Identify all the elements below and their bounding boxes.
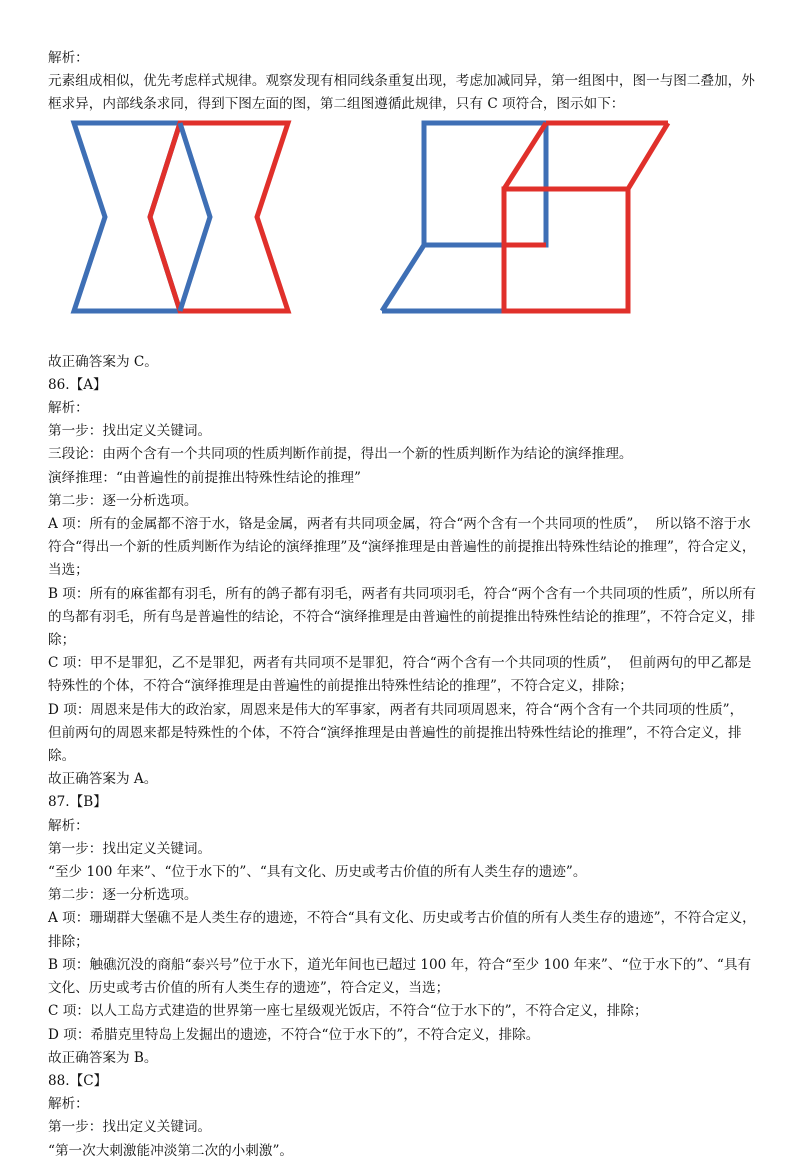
q86-def2: 演绎推理：“由普遍性的前提推出特殊性结论的推理”: [48, 469, 361, 486]
q86-answer: 故正确答案为 A。: [48, 771, 158, 788]
q88-header: 88.【C】: [48, 1072, 108, 1089]
analysis-text: 元素组成相似，优先考虑样式规律。观察发现有相同线条重复出现，考虑加减同异，第一组图中，图一与图二叠加，外框求异，内部线条求同，得到下图左面的图，第二组图遵循此规律，只有 C 项符合，图示如下：: [48, 73, 755, 113]
square-top-blue: [424, 123, 546, 245]
q87-option-c: C 项：以人工岛方式建造的世界第一座七星级观光饭店，不符合“位于水下的”，不符合定义，排除；: [48, 1003, 648, 1020]
q86-option-a: A 项：所有的金属都不溶于水，铬是金属，两者有共同项金属，符合“两个含有一个共同项的性质”， 所以铬不溶于水符合“得出一个新的性质判断作为结论的演绎推理”及“演绎推理是由普遍性的前提推出特殊性结论的推理”，符合定义，当选；: [48, 516, 756, 579]
intro-answer: 故正确答案为 C。: [48, 353, 158, 370]
q86-step1: 第一步：找出定义关键词。: [48, 423, 212, 440]
hourglass-right-red: [150, 123, 288, 311]
square-bottom-red: [504, 189, 628, 311]
figure-hourglass-overlay: [70, 117, 294, 317]
q87-step1: 第一步：找出定义关键词。: [48, 840, 212, 857]
q86-def1: 三段论：由两个含有一个共同项的性质判断作前提，得出一个新的性质判断作为结论的演绎推理。: [48, 446, 633, 463]
q86-option-c: C 项：甲不是罪犯，乙不是罪犯，两者有共同项不是罪犯，符合“两个含有一个共同项的性质”， 但前两句的甲乙都是特殊性的个体，不符合“演绎推理是由普遍性的前提推出特殊性结论的推理”，不符合定义，排除；: [48, 655, 752, 695]
q87-keywords: “至少 100 年来”、“位于水下的”、“具有文化、历史或考古价值的所有人类生存的遗迹”。: [48, 864, 587, 881]
q88-label: 解析：: [48, 1096, 89, 1113]
hourglass-shared-edge: [180, 123, 210, 311]
q88-step1: 第一步：找出定义关键词。: [48, 1119, 212, 1136]
q87-option-d: D 项：希腊克里特岛上发掘出的遗迹，不符合“位于水下的”，不符合定义，排除。: [48, 1026, 540, 1043]
q86-step2: 第二步：逐一分析选项。: [48, 492, 198, 509]
answer-document: [48, 47, 760, 1163]
q86-label: 解析：: [48, 400, 89, 417]
edge-red-right: [628, 123, 668, 189]
figure-cube-overlay: [376, 117, 672, 317]
q86-header: 86.【A】: [48, 376, 107, 393]
q87-answer: 故正确答案为 B。: [48, 1049, 158, 1066]
solution-figure: [48, 117, 760, 351]
q87-label: 解析：: [48, 817, 89, 834]
q86-option-b: B 项：所有的麻雀都有羽毛，所有的鸽子都有羽毛，两者有共同项羽毛，符合“两个含有一个共同项的性质”，所以所有的鸟都有羽毛，所有鸟是普遍性的结论，不符合“演绎推理是由普遍性的前提推出特殊性结论的推理”，不符合定义，排除；: [48, 585, 756, 649]
q88-keywords: “第一次大刺激能冲淡第二次的小刺激”。: [48, 1142, 293, 1159]
q87-step2: 第二步：逐一分析选项。: [48, 887, 198, 904]
q87-option-a: A 项：珊瑚群大堡礁不是人类生存的遗迹，不符合“具有文化、历史或考古价值的所有人类生存的遗迹”，不符合定义，排除；: [48, 910, 756, 950]
q87-header: 87.【B】: [48, 794, 107, 811]
q86-option-d: D 项：周恩来是伟大的政治家，周恩来是伟大的军事家，两者有共同项周恩来，符合“两个含有一个共同项的性质”， 但前两句的周恩来都是特殊性的个体，不符合“演绎推理是由普遍性的前提推出特殊性结论的推理”，不符合定义，排除。: [48, 701, 752, 765]
edge-red-diagonal: [504, 123, 546, 189]
hourglass-left-blue: [74, 123, 180, 311]
edge-blue-bottom-left: [382, 245, 424, 311]
q87-option-b: B 项：触礁沉没的商船“泰兴号”位于水下，道光年间也已超过 100 年，符合“至少 100 年来”、“位于水下的”、“具有文化、历史或考古价值的所有人类生存的遗迹”，符合定义，当选；: [48, 956, 752, 997]
analysis-label: 解析：: [48, 50, 89, 66]
